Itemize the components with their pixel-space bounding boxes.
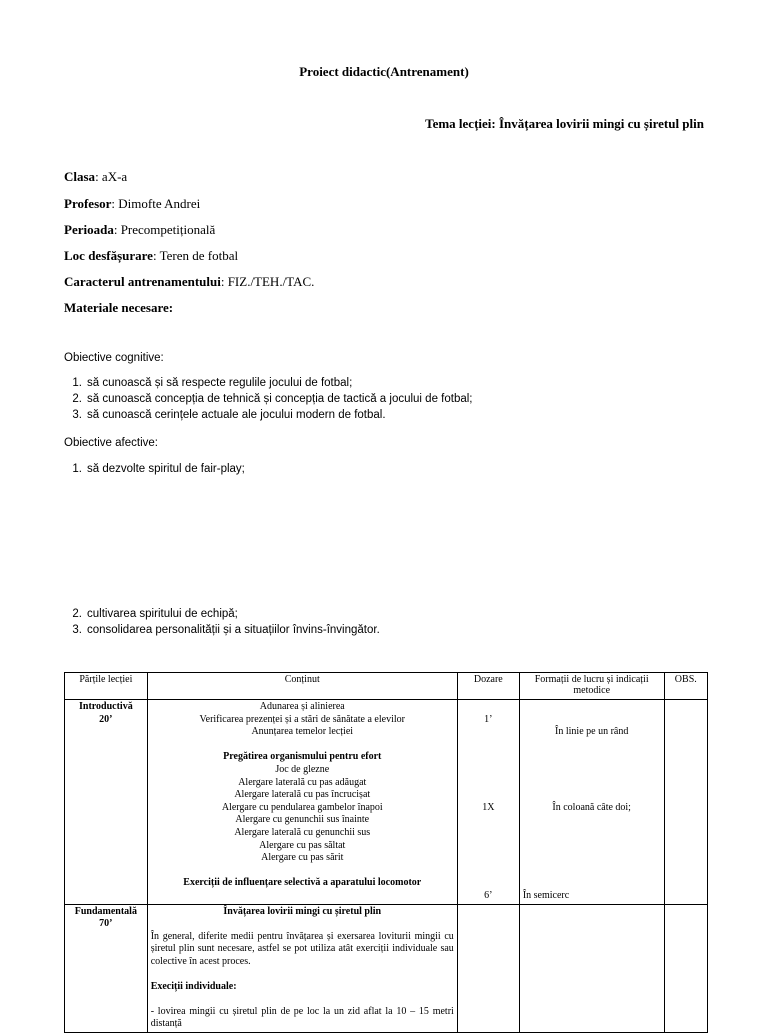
dosage-cell — [457, 700, 519, 905]
content-line: Anunțarea temelor lecției — [251, 726, 354, 738]
content-line: Alergare cu pas săltat — [259, 839, 346, 851]
lesson-part-time: 70’ — [99, 918, 113, 930]
field-label: Loc desfășurare — [64, 248, 153, 263]
dosage-value: 1’ — [484, 713, 493, 725]
column-header: Dozare — [457, 673, 519, 700]
field-label: Materiale necesare: — [64, 300, 174, 315]
formation-value: În semicerc — [522, 889, 570, 901]
field-caracter — [64, 274, 314, 290]
table-header-row — [65, 673, 708, 700]
lesson-theme-value: Învățarea lovirii mingi cu șiretul plin — [498, 116, 704, 131]
content-subheading: Pregătirea organismului pentru efort — [223, 751, 382, 763]
dosage-value: 1X — [482, 801, 495, 813]
content-line: Adunarea și alinierea — [259, 701, 345, 712]
content-cell — [147, 700, 457, 905]
formation-value: În coloană câte doi; — [552, 801, 631, 813]
content-line: Verificarea prezenței și a stări de sănătate a elevilor — [199, 713, 405, 725]
formation-cell — [519, 904, 664, 1032]
formation-value: În linie pe un rând — [555, 726, 629, 738]
content-line: Alergare cu pendularea gambelor înapoi — [221, 801, 383, 813]
content-subheading: Exerciții de influențare selectivă a aparatului locomotor — [183, 877, 422, 889]
field-label: Profesor — [64, 196, 112, 211]
table-row — [65, 904, 708, 1032]
lesson-part-cell — [65, 904, 148, 1032]
field-materiale — [64, 300, 173, 316]
affective-objectives-list — [64, 463, 245, 479]
column-header: Conținut — [147, 673, 457, 700]
formation-cell — [519, 700, 664, 905]
lesson-theme-label: Tema lecției: — [425, 116, 496, 131]
column-header: Părțile lecției — [65, 673, 148, 700]
field-value: : aX-a — [95, 169, 128, 184]
content-line: Alergare cu genunchii sus înainte — [235, 814, 370, 826]
field-perioada — [64, 222, 215, 238]
list-item: 3. să cunoască cerințele actuale ale jocului modern de fotbal. — [72, 409, 386, 421]
lesson-plan-table — [64, 672, 708, 1033]
dosage-value: 6’ — [484, 889, 493, 901]
content-line: Alergare laterală cu pas încrucișat — [234, 789, 371, 801]
content-paragraph: În general, diferite medii pentru învățarea și exersarea loviturii mingii cu șiretul plin sunt necesare, astfel se pot utiliza atât exerciții individuale sau colective în acest proces. — [150, 930, 454, 967]
content-line: Alergare cu pas sărit — [261, 852, 344, 864]
lesson-part-cell — [65, 700, 148, 905]
list-item: 1. să cunoască și să respecte regulile jocului de fotbal; — [72, 377, 353, 389]
lesson-part-name: Fundamentală — [74, 905, 137, 917]
list-item: 3. consolidarea personalității și a situațiilor învins-învingător. — [72, 624, 380, 636]
content-subheading: Execiții individuale: — [150, 980, 237, 992]
list-item: 2. să cunoască concepția de tehnică și concepția de tactică a jocului de fotbal; — [72, 393, 473, 405]
field-label: Perioada — [64, 222, 114, 237]
column-header: OBS. — [664, 673, 707, 700]
affective-objectives-list-continued — [64, 608, 380, 640]
field-loc — [64, 248, 238, 264]
dosage-cell — [457, 904, 519, 1032]
field-label: Caracterul antrenamentului — [64, 274, 221, 289]
table-row — [65, 700, 708, 905]
content-line: Joc de glezne — [275, 763, 330, 775]
content-line: - lovirea mingii cu șiretul plin de pe loc la un zid aflat la 10 – 15 metri distanță — [150, 1005, 454, 1030]
field-label: Clasa — [64, 169, 96, 184]
field-value: : Teren de fotbal — [152, 248, 239, 263]
lesson-theme — [425, 116, 704, 132]
lesson-part-time: 20’ — [99, 713, 113, 725]
document-title: Proiect didactic(Antrenament) — [299, 64, 469, 79]
field-profesor — [64, 196, 200, 212]
cognitive-objectives-list — [64, 377, 473, 425]
content-subheading: Învățarea lovirii mingi cu șiretul plin — [223, 905, 382, 917]
content-cell — [147, 904, 457, 1032]
column-header: Formații de lucru și indicații metodice — [519, 673, 664, 700]
content-line: Alergare laterală cu pas adăugat — [238, 776, 367, 788]
field-value: : Precompetițională — [113, 222, 216, 237]
cognitive-objectives-heading: Obiective cognitive: — [64, 352, 164, 364]
content-line: Alergare laterală cu genunchii sus — [234, 826, 371, 838]
field-value: : Dimofte Andrei — [111, 196, 201, 211]
list-item: 1. să dezvolte spiritul de fair-play; — [72, 463, 245, 475]
field-clasa — [64, 169, 127, 185]
list-item: 2. cultivarea spiritului de echipă; — [72, 608, 238, 620]
affective-objectives-heading: Obiective afective: — [64, 437, 158, 449]
field-value: : FIZ./TEH./TAC. — [220, 274, 315, 289]
obs-cell — [664, 700, 707, 905]
obs-cell — [664, 904, 707, 1032]
lesson-part-name: Introductivă — [78, 701, 133, 712]
